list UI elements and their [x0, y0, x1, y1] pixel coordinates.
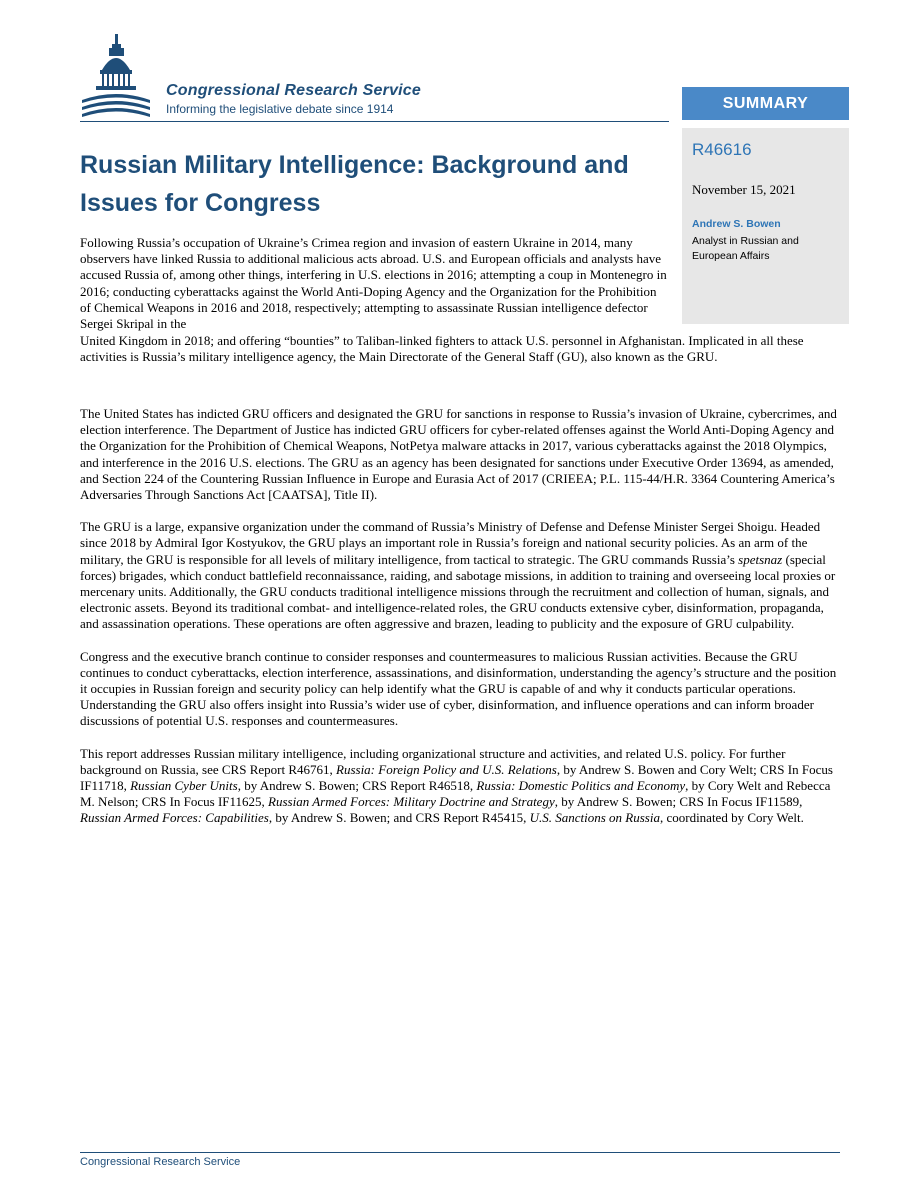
org-tagline: Informing the legislative debate since 1914	[166, 102, 394, 116]
summary-paragraph-5	[80, 746, 845, 827]
header-divider	[80, 121, 669, 122]
report-title-link: Russia: Domestic Politics and Economy	[476, 778, 686, 794]
summary-sidebar	[682, 128, 849, 324]
p3-text-a: The GRU is a large, expansive organization under the command of Russia’s Ministry of Defense and Defense Minister Sergei Shoigu. Headed since 2018 by Admiral Igor Kostyukov, the GRU plays an important role in Russia’s foreign and national security policies. As an arm of the military, the GRU is responsible for all levels of military intelligence, from tactical to strategic. The GRU commands Russia’s	[80, 519, 821, 567]
p5-text-3: , by Andrew S. Bowen; CRS Report R46518,	[237, 778, 477, 794]
author-title: Analyst in Russian and European Affairs	[692, 235, 799, 262]
summary-paragraph-3	[80, 519, 845, 632]
p5-text-2: , by Andrew S. Bowen and Cory Welt; CRS In Focus IF11718,	[80, 761, 833, 794]
report-number: R46616	[692, 140, 752, 159]
capitol-dome-icon	[80, 32, 152, 122]
report-title-link: Russian Armed Forces: Capabilities	[80, 810, 269, 826]
p5-text-4: , by Cory Welt and Rebecca M. Nelson; CRS In Focus IF11625,	[80, 778, 831, 810]
org-name: Congressional Research Service	[166, 82, 422, 99]
report-title-link: Russian Cyber Units	[130, 778, 238, 794]
footer-org-name: Congressional Research Service	[80, 1156, 241, 1168]
summary-paragraph-1a: Following Russia’s occupation of Ukraine’s Crimea region and invasion of eastern Ukraine in 2014, many observers have linked Russia to additional malicious acts abroad. U.S. and European officials and analysts have accused Russia of, among other things, interfering in U.S. elections in 2016; attempting a coup in Montenegro in 2016; conducting cyberattacks against the World Anti-Doping Agency and the Organization for the Prohibition of Chemical Weapons in 2016 and 2018, respectively; attempting to assassinate Russian intelligence defector Sergei Skripal in the	[80, 235, 667, 332]
summary-body	[80, 406, 845, 843]
summary-paragraph-2: The United States has indicted GRU officers and designated the GRU for sanctions in response to Russia’s invasion of Ukraine, cybercrimes, and election interference. The Department of Justice has indicted GRU officers for cyber-related offenses against the World Anti-Doping Agency and the Organization for the Prohibition of Chemical Weapons, NotPetya malware attacks in 2017, various cyberattacks against the 2018 Olympics, and interference in the 2016 U.S. elections. The GRU as an agency has been designated for sanctions under Executive Order 13694, as amended, and Section 224 of the Countering Russian Influence in Europe and Eurasia Act of 2017 (CRIEEA; P.L. 115-44/H.R. 3364 Countering America’s Adversaries Through Sanctions Act [CAATSA], Title II).	[80, 406, 837, 503]
report-title-link: Russian Armed Forces: Military Doctrine and Strategy	[268, 794, 555, 810]
report-title-link: U.S. Sanctions on Russia	[529, 810, 660, 826]
summary-paragraph-1b: United Kingdom in 2018; and offering “bounties” to Taliban-linked fighters to attack U.S. personnel in Afghanistan. Implicated in all these activities is Russia’s military intelligence agency, the Main Directorate of the General Staff (GU), also known as the GRU.	[80, 333, 804, 365]
footer-divider	[80, 1152, 840, 1153]
author-name: Andrew S. Bowen	[692, 218, 781, 230]
report-title-link: Russia: Foreign Policy and U.S. Relations	[336, 761, 557, 777]
p3-emphasis: spetsnaz	[738, 551, 783, 567]
summary-banner: SUMMARY	[682, 87, 849, 120]
p5-text-5: , by Andrew S. Bowen; CRS In Focus IF11589,	[554, 794, 803, 810]
p5-text-6: , by Andrew S. Bowen; and CRS Report R45415,	[268, 810, 530, 826]
summary-paragraph-4: Congress and the executive branch continue to consider responses and countermeasures to malicious Russian activities. Because the GRU continues to conduct cyberattacks, election interference, assassinations, and disinformation, understanding the agency’s structure and the position it occupies in Russian foreign and security policy can help identify what the GRU is capable of and why it conducts particular operations. Understanding the GRU also offers insight into Russia’s wider use of cyber, disinformation, and influence operations and can inform broader discussions of potential U.S. responses and countermeasures.	[80, 648, 837, 729]
p3-text-b: (special forces) brigades, which conduct battlefield reconnaissance, raiding, and sabotage missions, in addition to training and overseeing local proxies or mercenary units. Additionally, the GRU conducts traditional intelligence missions through the recruitment and collection of human, signals, and electronic assets. Beyond its traditional combat- and intelligence-related roles, the GRU conducts extensive cyber, disinformation, propaganda, and assassination operations. These operations are often aggressive and brazen, leading to publicity and the exposure of GRU culpability.	[80, 551, 836, 632]
p5-text-7: , coordinated by Cory Welt.	[659, 810, 804, 826]
page-title: Russian Military Intelligence: Background and Issues for Congress	[80, 151, 629, 217]
report-date: November 15, 2021	[692, 182, 796, 197]
p5-text-1: This report addresses Russian military intelligence, including organizational structure and activities, and related U.S. policy. For further background on Russia, see CRS Report R46761,	[80, 745, 786, 777]
